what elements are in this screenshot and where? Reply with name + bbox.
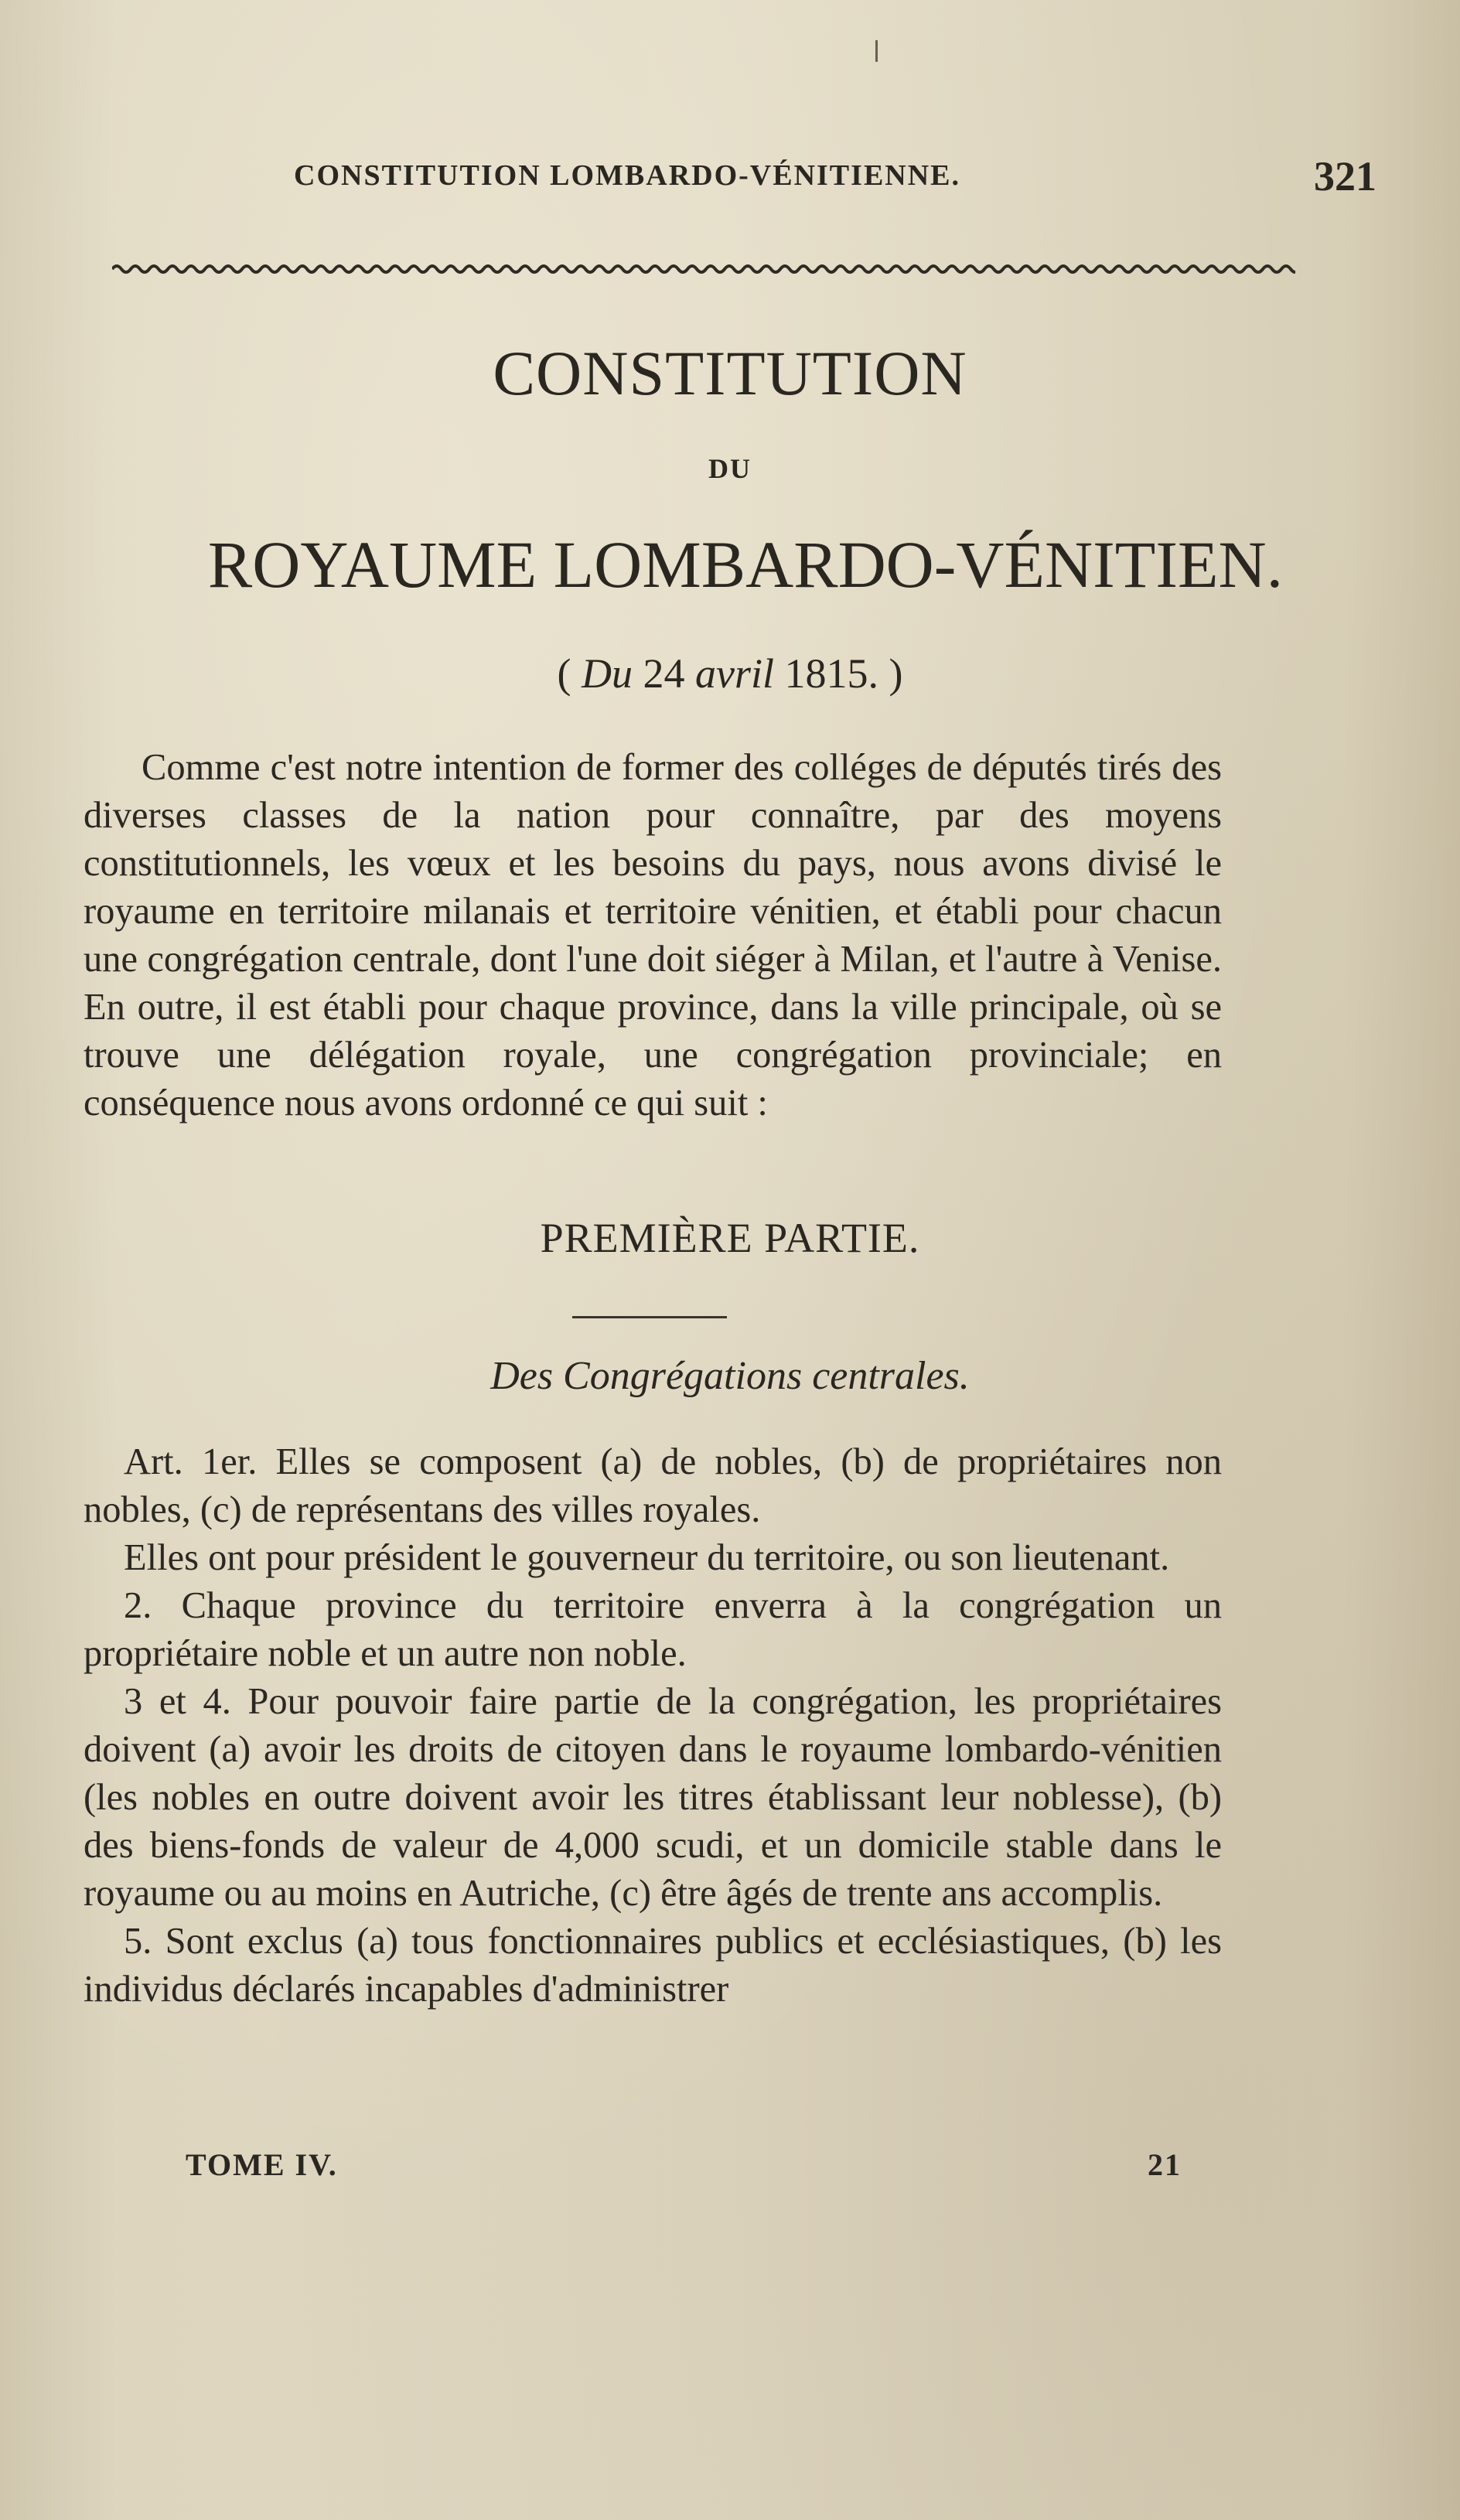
volume-label: TOME IV. [186,2147,338,2182]
kingdom-title: ROYAUME LOMBARDO-VÉNITIEN. [207,527,1284,602]
preamble-paragraph: Comme c'est notre intention de former des colléges de députés tirés des diverses classes de la nation pour connaître, par des moyens constitutionnels, les vœux et les besoins du pays, nous avons divisé le royaume en territoire milanais et territoire vénitien, et établi pour chacun une congrégation centrale, dont l'une doit siéger à Milan, et l'autre à Venise. En outre, il est établi pour chaque province, dans la ville principale, où se trouve une délégation royale, une congrégation provinciale; en conséquence nous avons ordonné ce qui suit : [84,747,1222,1124]
article-1-continued: Elles ont pour président le gouverneur du territoire, ou son lieutenant. [124,1537,1170,1578]
page-footer [186,2147,1182,2185]
running-title: CONSTITUTION LOMBARDO-VÉNITIENNE. [294,159,961,192]
section-title: Des Congrégations centrales. [490,1354,970,1398]
page-edge-mark [875,40,878,62]
page-number: 321 [1314,153,1376,199]
document-title: CONSTITUTION [493,338,967,408]
ornamental-rule [112,261,1295,277]
decree-date: ( Du 24 avril 1815. ) [557,650,903,697]
articles-block [84,1438,1222,2014]
article-3-4: 3 et 4. Pour pouvoir faire partie de la congrégation, les propriétaires doivent (a) avoir les droits de citoyen dans le royaume lombardo-vénitien (les nobles en outre doivent avoir les titres établissant leur noblesse), (b) des biens-fonds de valeur de 4,000 scudi, et un domicile stable dans le royaume ou au moins en Autriche, (c) être âgés de trente ans accomplis. [84,1681,1222,1914]
section-divider [572,1316,727,1318]
article-5: 5. Sont exclus (a) tous fonctionnaires publics et ecclésiastiques, (b) les individus déclarés incapables d'administrer [84,1921,1222,2010]
article-1: Art. 1er. Elles se composent (a) de nobles, (b) de propriétaires non nobles, (c) de représentans des villes royales. [84,1441,1222,1530]
article-2: 2. Chaque province du territoire enverra à la congrégation un propriétaire noble et un autre non noble. [84,1585,1222,1674]
signature-mark: 21 [1148,2147,1182,2182]
running-header [85,153,1376,205]
title-connector: DU [708,453,752,484]
part-title: PREMIÈRE PARTIE. [540,1215,920,1261]
